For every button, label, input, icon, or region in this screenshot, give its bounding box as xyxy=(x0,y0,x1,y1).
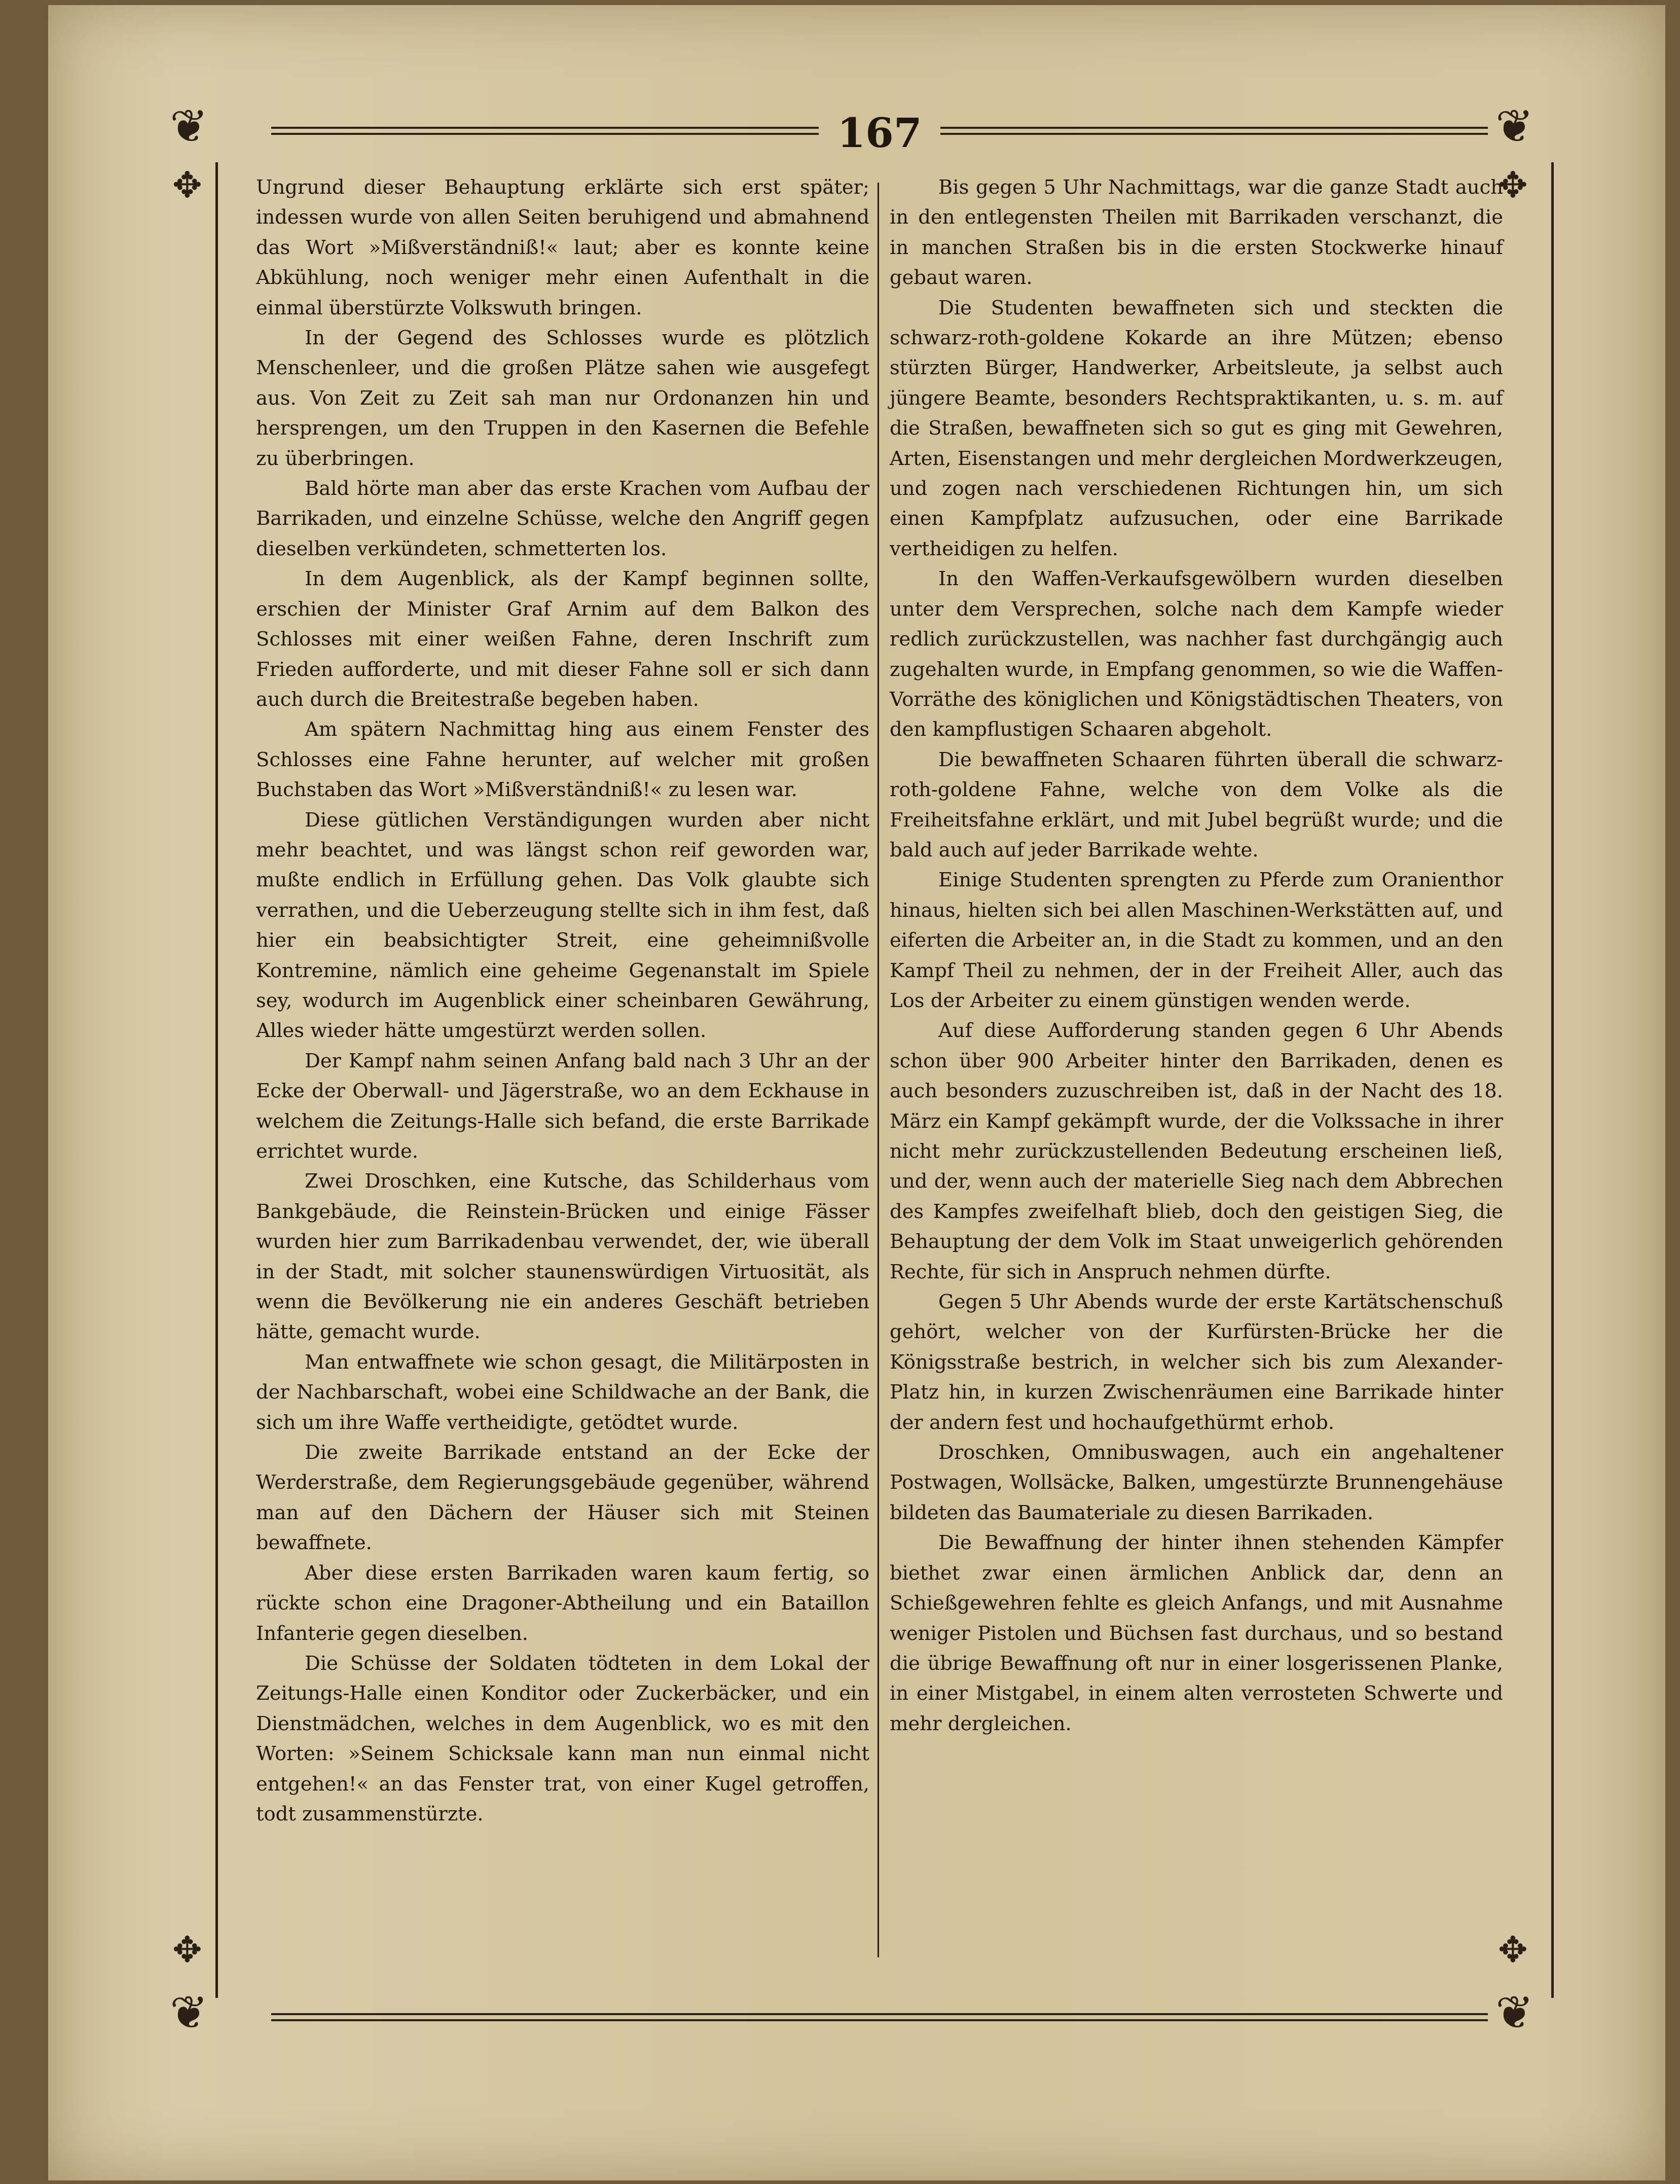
corner-ornament-icon: ❦ xyxy=(1495,100,1534,153)
paragraph: Aber diese ersten Barrikaden waren kaum fertig, so rückte schon eine Dragoner-Abtheilung und ein Bataillon Infanterie gegen dieselben. xyxy=(256,1561,869,1645)
side-ornament-icon: ✥ xyxy=(1498,1929,1528,1971)
paragraph: Diese gütlichen Verständigungen wurden aber nicht mehr beachtet, und was längst schon reif geworden war, mußte endlich in Erfüllung gehen. Das Volk glaubte sich verrathen, und die Ueberzeugung stellte sich in ihm fest, daß hier ein beabsichtigter Streit, eine geheimnißvolle Kontremine, nämlich eine geheime Gegenanstalt im Spiele sey, wodurch im Augenblick einer scheinbaren Gewährung, Alles wieder hätte umgestürzt werden sollen. xyxy=(256,808,869,1043)
paragraph: Bis gegen 5 Uhr Nachmittags, war die ganze Stadt auch in den entlegensten Theilen mit Barrikaden verschanzt, die in manchen Straßen bis in die ersten Stockwerke hinauf gebaut waren. xyxy=(890,176,1503,290)
paragraph: Gegen 5 Uhr Abends wurde der erste Kartätschenschuß gehört, welcher von der Kurfürsten-Brücke her die Königsstraße bestrich, in welcher sich bis zum Alexander-Platz hin, in kurzen Zwischenräumen eine Barrikade hinter der andern fest und hochaufgethürmt erhob. xyxy=(890,1291,1503,1434)
paragraph: In dem Augenblick, als der Kampf beginnen sollte, erschien der Minister Graf Arnim auf dem Balkon des Schlosses mit einer weißen Fahne, deren Inschrift zum Frieden aufforderte, und mit dieser Fahne soll er sich dann auch durch die Breitestraße begeben haben. xyxy=(256,567,869,711)
side-ornament-icon: ✥ xyxy=(172,1929,202,1971)
paragraph: Bald hörte man aber das erste Krachen vom Aufbau der Barrikaden, und einzelne Schüsse, welche den Angriff gegen dieselben verkündeten, schmetterten los. xyxy=(256,477,869,560)
paragraph: Der Kampf nahm seinen Anfang bald nach 3 Uhr an der Ecke der Oberwall- und Jägerstraße, wo an dem Eckhause in welchem die Zeitungs-Halle sich befand, die erste Barrikade errichtet wurde. xyxy=(256,1049,869,1163)
book-page xyxy=(48,5,1665,2180)
paragraph: In den Waffen-Verkaufsgewölbern wurden dieselben unter dem Versprechen, solche nach dem Kampfe wieder redlich zurückzustellen, was nachher fast durchgängig auch zugehalten wurde, in Empfang genommen, so wie die Waffen-Vorräthe des königlichen und Königstädtischen Theaters, von den kampflustigen Schaaren abgeholt. xyxy=(890,567,1503,741)
page-number: 167 xyxy=(837,109,922,157)
paragraph: Die Studenten bewaffneten sich und steckten die schwarz-roth-goldene Kokarde an ihre Mützen; ebenso stürzten Bürger, Handwerker, Arbeitsleute, ja selbst auch jüngere Beamte, besonders Rechtspraktikanten, u. s. m. auf die Straßen, bewaffneten sich so gut es ging mit Gewehren, Arten, Eisenstangen und mehr dergleichen Mordwerkzeugen, und zogen nach verschiedenen Richtungen hin, um sich einen Kampfplatz aufzusuchen, oder eine Barrikade vertheidigen zu helfen. xyxy=(890,296,1503,560)
column-divider xyxy=(878,183,879,1957)
paragraph: Auf diese Aufforderung standen gegen 6 Uhr Abends schon über 900 Arbeiter hinter den Barrikaden, denen es auch besonders zuzuschreiben ist, daß in der Nacht des 18. März ein Kampf gekämpft wurde, der die Volkssache in ihrer nicht mehr zurückzustellenden Bedeutung erscheinen ließ, und der, wenn auch der materielle Sieg nach dem Abbrechen des Kampfes zweifelhaft blieb, doch den geistigen Sieg, die Behauptung der dem Volk im Staat unweigerlich gehörenden Rechte, für sich in Anspruch nehmen dürfte. xyxy=(890,1019,1503,1283)
side-ornament-icon: ✥ xyxy=(1498,164,1528,206)
left-column xyxy=(256,172,869,1829)
top-rule-left xyxy=(271,127,819,135)
corner-ornament-icon: ❦ xyxy=(1495,1986,1534,2039)
bottom-rule xyxy=(271,2013,1488,2021)
paragraph: Ungrund dieser Behauptung erklärte sich erst später; indessen wurde von allen Seiten beruhigend und abmahnend das Wort »Mißverständniß!« laut; aber es konnte keine Abkühlung, noch weniger mehr einen Aufenthalt in die einmal überstürzte Volkswuth bringen. xyxy=(256,176,869,319)
side-ornament-icon: ✥ xyxy=(172,164,202,206)
paragraph: Zwei Droschken, eine Kutsche, das Schilderhaus vom Bankgebäude, die Reinstein-Brücken und einige Fässer wurden hier zum Barrikadenbau verwendet, der, wie überall in der Stadt, mit solcher staunenswürdigen Virtuosität, als wenn die Bevölkerung nie ein anderes Geschäft betrieben hätte, gemacht wurde. xyxy=(256,1170,869,1344)
right-column xyxy=(890,172,1503,1739)
paragraph: Man entwaffnete wie schon gesagt, die Militärposten in der Nachbarschaft, wobei eine Schildwache an der Bank, die sich um ihre Waffe vertheidigte, getödtet wurde. xyxy=(256,1350,869,1434)
corner-ornament-icon: ❦ xyxy=(170,1986,208,2039)
paragraph: Die bewaffneten Schaaren führten überall die schwarz-roth-goldene Fahne, welche von dem Volke als die Freiheitsfahne erklärt, und mit Jubel begrüßt wurde; und die bald auch auf jeder Barrikade wehte. xyxy=(890,748,1503,862)
paragraph: Droschken, Omnibuswagen, auch ein angehaltener Postwagen, Wollsäcke, Balken, umgestürzte Brunnengehäuse bildeten das Baumateriale zu diesen Barrikaden. xyxy=(890,1441,1503,1524)
paragraph: Die Schüsse der Soldaten tödteten in dem Lokal der Zeitungs-Halle einen Konditor oder Zuckerbäcker, und ein Dienstmädchen, welches in dem Augenblick, wo es mit den Worten: »Seinem Schicksale kann man nun einmal nicht entgehen!« an das Fenster trat, von einer Kugel getroffen, todt zusammenstürzte. xyxy=(256,1652,869,1825)
paragraph: Die zweite Barrikade entstand an der Ecke der Werderstraße, dem Regierungsgebäude gegenüber, während man auf den Dächern der Häuser sich mit Steinen bewaffnete. xyxy=(256,1441,869,1555)
corner-ornament-icon: ❦ xyxy=(170,100,208,153)
paragraph: Die Bewaffnung der hinter ihnen stehenden Kämpfer biethet zwar einen ärmlichen Anblick dar, denn an Schießgewehren fehlte es gleich Anfangs, und mit Ausnahme weniger Pistolen und Büchsen fast durchaus, und so bestand die übrige Bewaffnung oft nur in einer losgerissenen Planke, in einer Mistgabel, in einem alten verrosteten Schwerte und mehr dergleichen. xyxy=(890,1531,1503,1735)
paragraph: Am spätern Nachmittag hing aus einem Fenster des Schlosses eine Fahne herunter, auf welcher mit großen Buchstaben das Wort »Mißverständniß!« zu lesen war. xyxy=(256,718,869,802)
paragraph: Einige Studenten sprengten zu Pferde zum Oranienthor hinaus, hielten sich bei allen Maschinen-Werkstätten auf, und eiferten die Arbeiter an, in die Stadt zu kommen, und an den Kampf Theil zu nehmen, der in der Freiheit Aller, auch das Los der Arbeiter zu einem günstigen wenden werde. xyxy=(890,869,1503,1012)
top-rule-right xyxy=(940,127,1488,135)
paragraph: In der Gegend des Schlosses wurde es plötzlich Menschenleer, und die großen Plätze sahen wie ausgefegt aus. Von Zeit zu Zeit sah man nur Ordonanzen hin und hersprengen, um den Truppen in den Kasernen die Befehle zu überbringen. xyxy=(256,327,869,470)
